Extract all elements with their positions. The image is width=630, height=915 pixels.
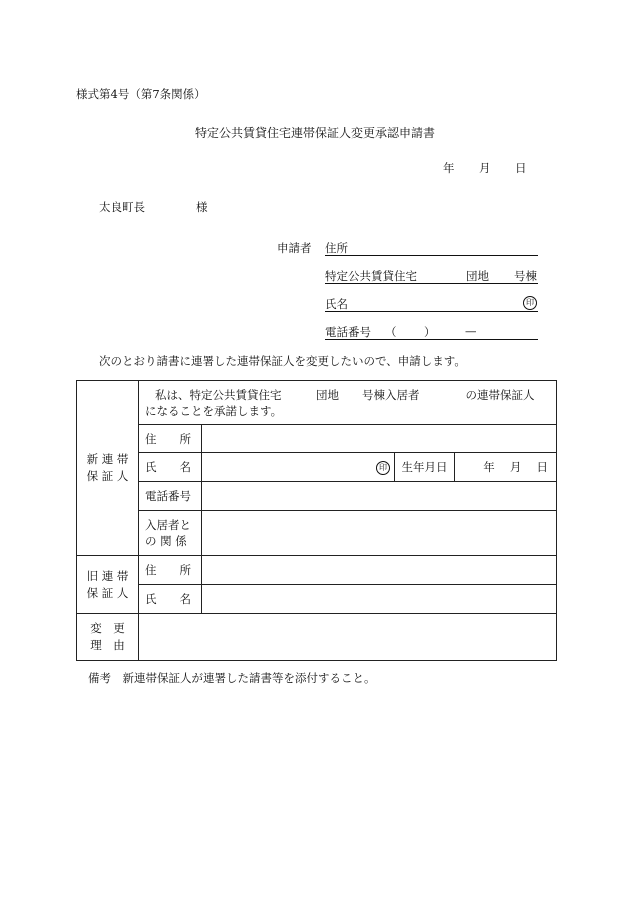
date-year-label: 年: [443, 161, 455, 175]
reason-input[interactable]: [139, 614, 557, 661]
applicant-name-field[interactable]: [325, 296, 538, 312]
phone-dash: —: [465, 324, 477, 338]
pledge-line1: 私は、特定公共賃貸住宅 団地 号棟入居者 の連帯保証人: [155, 387, 535, 402]
addressee-honorific: 様: [196, 200, 208, 214]
birth-date-input[interactable]: [455, 453, 557, 482]
old-guarantor-header: [77, 556, 139, 614]
applicant-phone-field[interactable]: [325, 324, 538, 340]
new-address-label: 住 所: [139, 425, 202, 453]
document-title: 特定公共賃貸住宅連帯保証人変更承認申請書: [194, 126, 435, 140]
old-guarantor-line2: 保 証 人: [86, 585, 129, 600]
guarantor-change-table: [76, 380, 557, 661]
new-name-input[interactable]: [202, 453, 395, 482]
applicant-danchi-label: 団地: [466, 269, 489, 283]
applicant-label: 申請者: [277, 241, 312, 255]
new-name-label: 氏 名: [139, 453, 202, 482]
reason-header: [77, 614, 139, 661]
new-guarantor-header: [77, 381, 139, 556]
new-phone-input[interactable]: [202, 482, 557, 511]
birth-date-units: 年 月 日: [483, 460, 548, 474]
date-day-label: 日: [515, 161, 527, 175]
pledge-line2: になることを承諾します。: [145, 403, 283, 418]
date-month-label: 月: [479, 161, 491, 175]
old-guarantor-line1: 旧 連 帯: [86, 568, 129, 583]
applicant-address-field[interactable]: [325, 240, 538, 256]
new-address-input[interactable]: [202, 425, 557, 453]
applicant-address-label: 住所: [325, 241, 348, 255]
new-phone-label: 電話番号: [139, 482, 202, 511]
reason-line1: 変 更: [90, 621, 125, 635]
applicant-building-label: 号棟: [514, 269, 537, 283]
pledge-cell[interactable]: [139, 381, 557, 425]
phone-close-paren: ）: [424, 325, 436, 339]
intro-text: 次のとおり請書に連署した連帯保証人を変更したいので、申請します。: [99, 354, 466, 368]
relation-label: [139, 511, 202, 556]
old-name-input[interactable]: [202, 585, 557, 614]
relation-line2: の 関 係: [145, 534, 187, 548]
applicant-housing-field[interactable]: [325, 268, 538, 284]
seal-mark-icon: 印: [523, 296, 537, 310]
phone-open-paren: （: [385, 325, 397, 339]
relation-line1: 入居者と: [145, 518, 191, 532]
relation-input[interactable]: [202, 511, 557, 556]
new-guarantor-line1: 新 連 帯: [86, 452, 129, 466]
birth-date-label: 生年月日: [395, 453, 455, 482]
old-address-input[interactable]: [202, 556, 557, 585]
seal-mark-icon: 印: [376, 461, 390, 475]
reason-line2: 理 由: [90, 638, 125, 652]
applicant-name-label: 氏名: [325, 297, 348, 311]
applicant-housing-label: 特定公共賃貸住宅: [325, 269, 417, 283]
old-name-label: 氏 名: [139, 585, 202, 614]
note-text: 備考 新連帯保証人が連署した請書等を添付すること。: [88, 671, 376, 685]
form-number: 様式第4号（第7条関係）: [76, 87, 206, 101]
old-address-label: 住 所: [139, 556, 202, 585]
new-guarantor-line2: 保 証 人: [86, 469, 129, 483]
addressee-name: 太良町長: [99, 200, 145, 214]
applicant-phone-label: 電話番号: [325, 325, 371, 339]
